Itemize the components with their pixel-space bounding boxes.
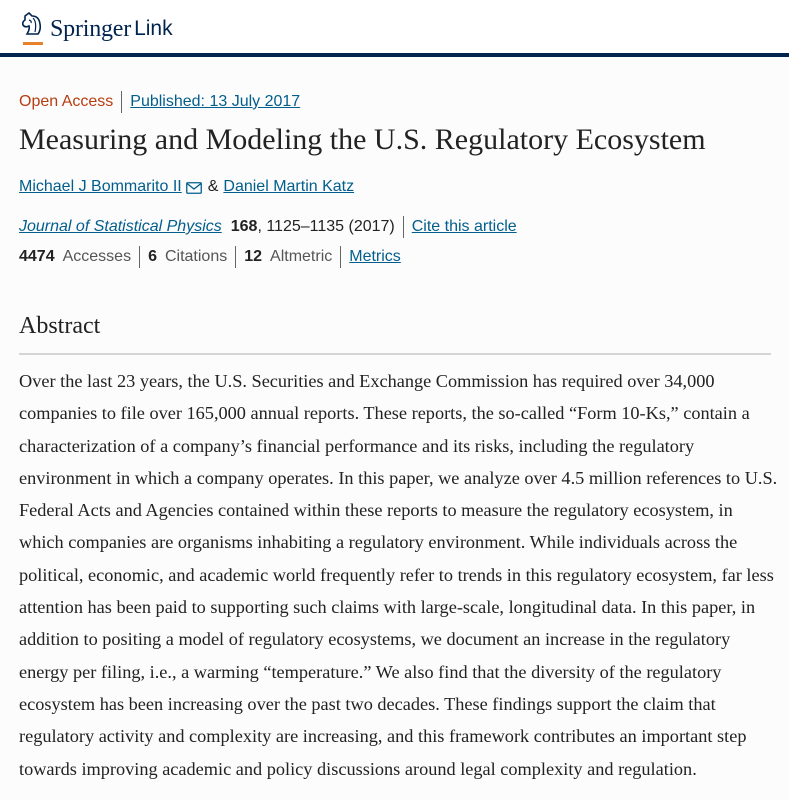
divider	[340, 246, 341, 268]
abstract-divider	[19, 353, 771, 355]
logo-underline	[23, 42, 43, 45]
citations-label: Citations	[164, 248, 228, 265]
open-access-badge: Open Access	[19, 93, 114, 110]
altmetric-count: 12	[244, 248, 263, 265]
springer-horse-icon	[19, 12, 45, 42]
logo-sub-text: Link	[134, 17, 173, 40]
author-link-bommarito[interactable]: Michael J Bommarito II	[19, 178, 182, 195]
accesses-label: Accesses	[62, 248, 132, 265]
article-main	[0, 91, 789, 785]
article-title: Measuring and Modeling the U.S. Regulatory Ecosystem	[19, 123, 706, 156]
divider	[139, 246, 140, 268]
volume: 168	[230, 218, 258, 235]
divider	[121, 91, 122, 113]
published-date-link[interactable]: Published: 13 July 2017	[130, 93, 301, 110]
metrics-bar	[19, 246, 770, 268]
altmetric-label: Altmetric	[270, 248, 333, 265]
citations-count: 6	[148, 248, 157, 265]
divider	[403, 216, 404, 238]
abstract-heading: Abstract	[19, 313, 101, 339]
journal-link[interactable]	[19, 218, 222, 236]
logo-brand-text: Springer	[50, 16, 132, 42]
site-header	[0, 0, 789, 57]
pages-year: , 1125–1135 (2017)	[257, 218, 395, 235]
accesses-count: 4474	[19, 248, 55, 265]
metrics-link[interactable]: Metrics	[349, 248, 401, 265]
cite-article-link[interactable]: Cite this article	[411, 218, 517, 235]
email-icon[interactable]	[186, 181, 202, 193]
divider	[235, 246, 236, 268]
journal-name: Journal of Statistical Physics	[19, 218, 222, 235]
author-separator: &	[207, 178, 219, 195]
abstract-text: Over the last 23 years, the U.S. Securities and Exchange Commission has required over 34,000 companies to file over 165,000 annual reports. These reports, the so-called “Form 10-Ks,” contain a characterization of a company’s financial performance and its risks, including the regulatory environment in which a company operates. In this paper, we analyze over 4.5 million references to U.S. Federal Acts and Agencies contained within these reports to measure the regulatory ecosystem, in which companies are organisms inhabiting a regulatory environment. While individuals across the political, economic, and academic world frequently refer to trends in this regulatory ecosystem, far less attention has been paid to supporting such claims with large-scale, longitudinal data. In this paper, in addition to positing a model of regulatory ecosystems, we document an increase in the regulatory energy per filing, i.e., a warming “temperature.” We also find that the diversity of the regulatory ecosystem has been increasing over the past two decades. These findings support the claim that regulatory activity and complexity are increasing, and this framework contributes an important step towards improving academic and policy discussions around legal complexity and regulation.	[19, 371, 778, 779]
author-list	[19, 178, 770, 196]
author-link-katz[interactable]: Daniel Martin Katz	[223, 178, 355, 195]
springer-link-logo[interactable]	[19, 10, 173, 42]
citation-line	[19, 216, 770, 238]
article-meta-top	[19, 91, 770, 113]
